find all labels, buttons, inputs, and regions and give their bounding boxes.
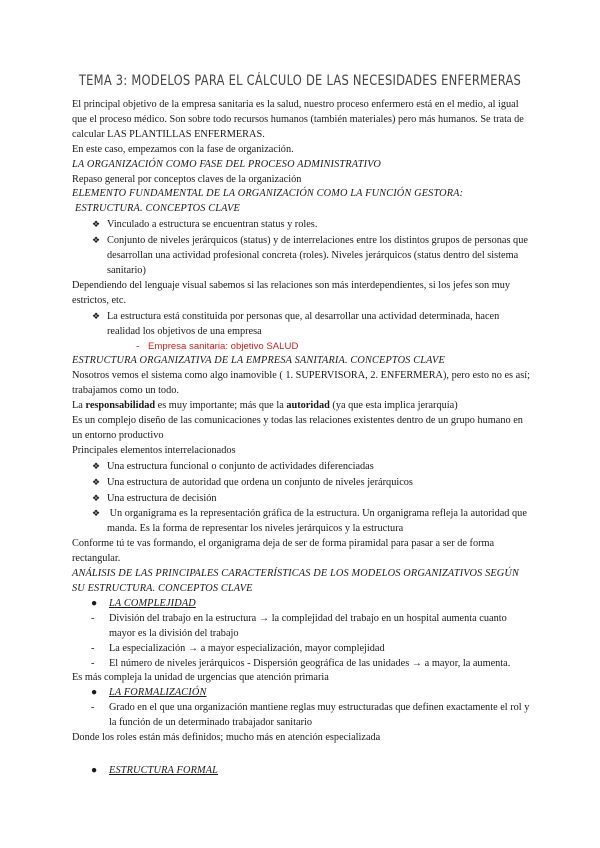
list-item: ❖ Conjunto de niveles jerárquicos (status) y de interrelaciones entre los distintos grupos de personas que desarrollan una actividad profesional concreta (roles). Niveles jerárquicos (status dentro del sistema sanitario) <box>92 235 528 276</box>
list-item: ❖ La estructura está constituida por personas que, al desarrollar una actividad determinada, hacen realidad los objetivos de una empresa <box>92 310 500 337</box>
paragraph: Donde los roles están más definidos; mucho más en atención especializada <box>72 732 381 744</box>
dot-bullet-icon: ● <box>91 687 98 699</box>
diamond-bullet-icon: ❖ <box>92 460 101 471</box>
list-item: ❖ Un organigrama es la representación gráfica de la estructura. Un organigrama refleja la autoridad que manda. Es la forma de representar los niveles jerárquicos y la estructura <box>92 508 527 535</box>
dash-bullet-icon: - <box>136 340 140 352</box>
diamond-bullet-icon: ❖ <box>92 492 101 503</box>
page-title: TEMA 3: MODELOS PARA EL CÁLCULO DE LAS NECESIDADES ENFERMERAS <box>78 73 522 89</box>
diamond-bullet-icon: ❖ <box>92 310 101 321</box>
list-item: ❖ Una estructura de autoridad que ordena un conjunto de niveles jerárquicos <box>92 476 413 488</box>
paragraph: Nosotros vemos el sistema como algo inamovible ( 1. SUPERVISORA, 2. ENFERMERA), pero esto no es así; trabajamos como un todo. <box>72 370 530 397</box>
section-heading: ESTRUCTURA ORGANIZATIVA DE LA EMPRESA SANITARIA. CONCEPTOS CLAVE <box>72 355 445 367</box>
list-item: ❖ Una estructura de decisión <box>92 492 217 504</box>
sub-list-item: - Empresa sanitaria: objetivo SALUD <box>72 340 532 355</box>
paragraph: Conforme tú te vas formando, el organigrama deja de ser de forma piramidal para pasar a ser de forma rectangular. <box>72 538 495 565</box>
diamond-bullet-icon: ❖ <box>92 508 101 519</box>
list-item: ❖ Vinculado a estructura se encuentran status y roles. <box>92 219 318 231</box>
paragraph: Principales elementos interrelacionados <box>72 444 236 456</box>
paragraph: Es un complejo diseño de las comunicaciones y todas las relaciones existentes dentro de un grupo humano en un entorno productivo <box>72 415 523 441</box>
dash-bullet-icon: - <box>91 642 95 654</box>
document-body <box>72 98 532 779</box>
spacer <box>72 746 532 764</box>
section-heading: ELEMENTO FUNDAMENTAL DE LA ORGANIZACIÓN COMO LA FUNCIÓN GESTORA: <box>72 188 464 200</box>
dash-item: - División del trabajo en la estructura → la complejidad del trabajo en un hospital aumenta cuanto mayor es la división del trabajo <box>91 612 507 639</box>
diamond-bullet-icon: ❖ <box>92 219 101 230</box>
paragraph: Repaso general por conceptos claves de la organización <box>72 173 302 185</box>
paragraph: En este caso, empezamos con la fase de organización. <box>72 143 294 155</box>
section-heading: LA ORGANIZACIÓN COMO FASE DEL PROCESO ADMINISTRATIVO <box>72 158 381 170</box>
diamond-bullet-icon: ❖ <box>92 235 101 246</box>
paragraph: Es más compleja la unidad de urgencias que atención primaria <box>72 672 329 684</box>
dash-bullet-icon: - <box>91 612 95 624</box>
dash-item: - La especialización → a mayor especialización, mayor complejidad <box>72 642 532 657</box>
dash-bullet-icon: - <box>91 657 95 669</box>
diamond-bullet-icon: ❖ <box>92 476 101 487</box>
dot-bullet-icon: ● <box>91 597 98 609</box>
dash-item: - Grado en el que una organización mantiene reglas muy estructuradas que definen exactamente el rol y la función de un determinado trabajador sanitario <box>91 702 530 729</box>
paragraph: La responsabilidad es muy importante; más que la autoridad (ya que esta implica jerarquía) <box>72 400 458 412</box>
paragraph: El principal objetivo de la empresa sanitaria es la salud, nuestro proceso enfermero está en el medio, al igual que el proceso médico. Son sobre todo recursos humanos (también materiales) pero más humanos. Se trata de calcular LAS PLANTILLAS ENFERMERAS. <box>72 99 524 140</box>
section-heading: ESTRUCTURA. CONCEPTOS CLAVE <box>75 203 240 215</box>
list-item: ❖ Una estructura funcional o conjunto de actividades diferenciadas <box>92 460 374 472</box>
dot-bullet-icon: ● <box>91 764 98 776</box>
sub-heading: ● LA COMPLEJIDAD <box>72 597 532 612</box>
sub-heading: ● ESTRUCTURA FORMAL <box>72 764 532 779</box>
sub-heading: ● LA FORMALIZACIÓN <box>72 686 532 701</box>
paragraph: Dependiendo del lenguaje visual sabemos si las relaciones son más interdependientes, si los jefes son muy estrictos, etc. <box>72 279 511 306</box>
section-heading: ANÁLISIS DE LAS PRINCIPALES CARACTERÍSTICAS DE LOS MODELOS ORGANIZATIVOS SEGÚN SU ESTRUCTURA. CONCEPTOS CLAVE <box>72 568 519 594</box>
dash-item: - El número de niveles jerárquicos - Dispersión geográfica de las unidades → a mayor, la aumenta. <box>72 657 532 672</box>
dash-bullet-icon: - <box>91 702 95 714</box>
